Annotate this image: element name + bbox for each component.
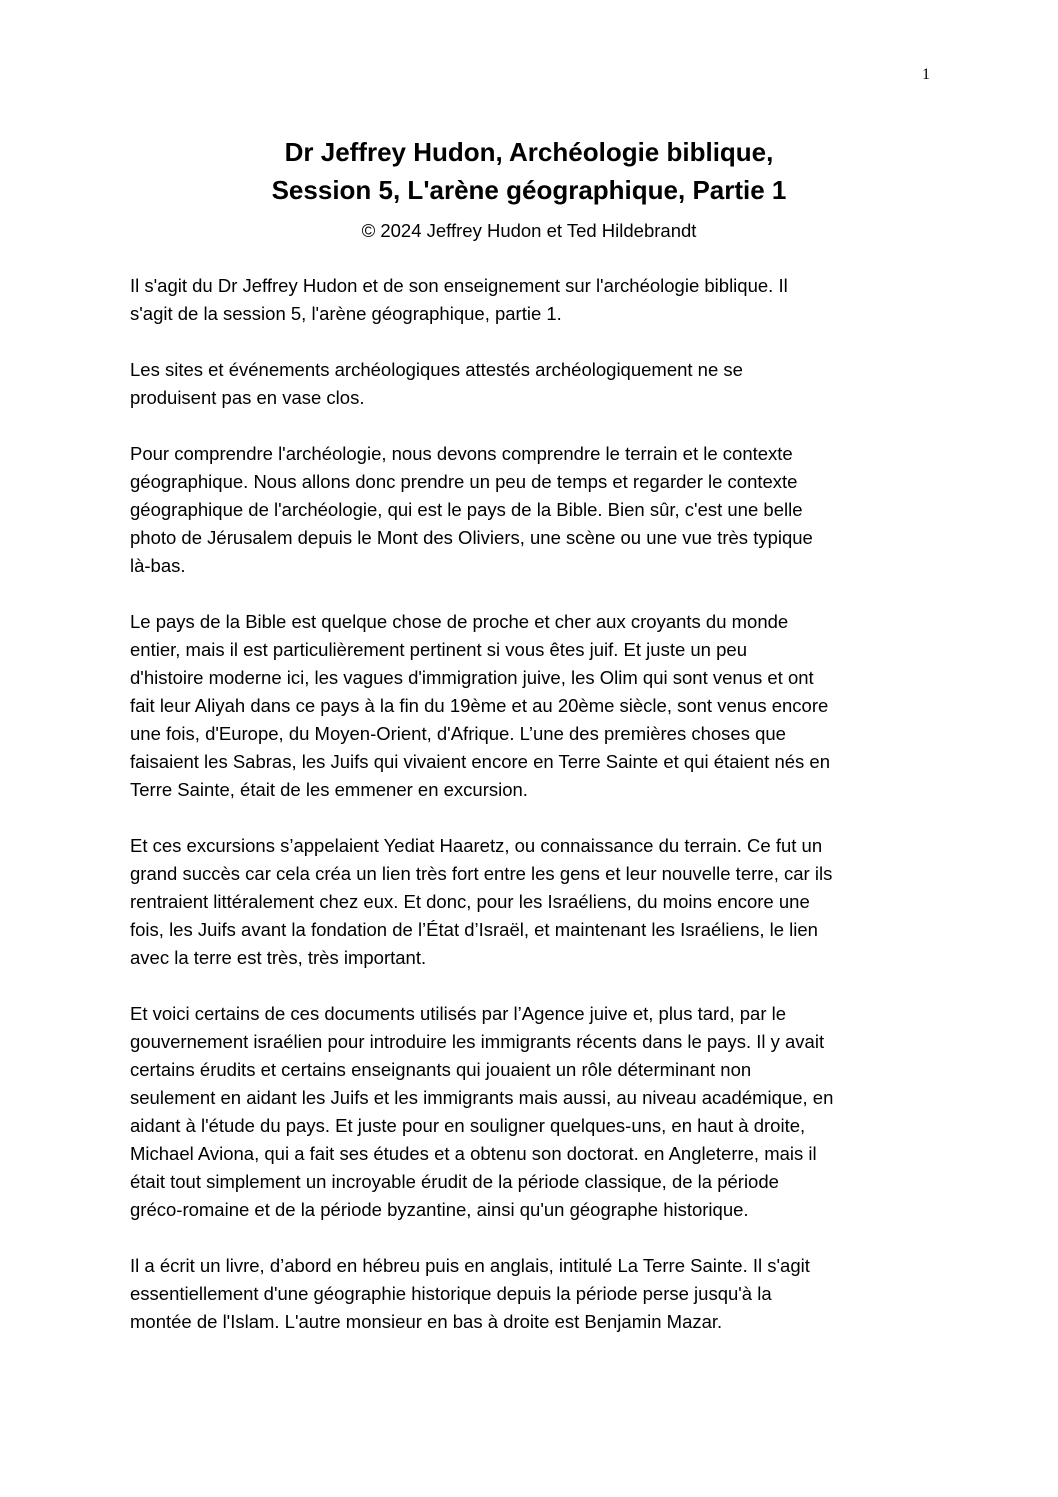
document-title (0, 133, 1058, 209)
title-line-1: Dr Jeffrey Hudon, Archéologie biblique, (284, 137, 774, 167)
paragraph-line: était tout simplement un incroyable érudit de la période classique, de la période (130, 1171, 779, 1192)
paragraph-line: photo de Jérusalem depuis le Mont des Oliviers, une scène ou une vue très typique (130, 527, 813, 548)
paragraph-line: Les sites et événements archéologiques attestés archéologiquement ne se (130, 359, 743, 380)
paragraph-line: certains érudits et certains enseignants qui jouaient un rôle déterminant non (130, 1059, 752, 1080)
paragraph-line: là-bas. (130, 555, 186, 576)
transcript-body (130, 272, 930, 1364)
paragraph-line: géographique de l'archéologie, qui est le pays de la Bible. Bien sûr, c'est une belle (130, 499, 803, 520)
paragraph-line: gouvernement israélien pour introduire les immigrants récents dans le pays. Il y avait (130, 1031, 825, 1052)
paragraph-line: Et ces excursions s’appelaient Yediat Haaretz, ou connaissance du terrain. Ce fut un (130, 835, 823, 856)
paragraph-1 (130, 272, 930, 328)
paragraph-line: fois, les Juifs avant la fondation de l’État d’Israël, et maintenant les Israéliens, le lien (130, 919, 818, 940)
paragraph-6 (130, 1000, 930, 1224)
paragraph-line: Et voici certains de ces documents utilisés par l’Agence juive et, plus tard, par le (130, 1003, 787, 1024)
paragraph-7 (130, 1252, 930, 1336)
paragraph-line: entier, mais il est particulièrement pertinent si vous êtes juif. Et juste un peu (130, 639, 747, 660)
paragraph-line: aidant à l'étude du pays. Et juste pour en souligner quelques-uns, en haut à droite, (130, 1115, 806, 1136)
paragraph-line: Pour comprendre l'archéologie, nous devons comprendre le terrain et le contexte (130, 443, 793, 464)
paragraph-line: Le pays de la Bible est quelque chose de proche et cher aux croyants du monde (130, 611, 789, 632)
paragraph-line: Michael Aviona, qui a fait ses études et a obtenu son doctorat. en Angleterre, mais il (130, 1143, 817, 1164)
paragraph-line: faisaient les Sabras, les Juifs qui vivaient encore en Terre Sainte et qui étaient nés en (130, 751, 830, 772)
paragraph-line: Il s'agit du Dr Jeffrey Hudon et de son enseignement sur l'archéologie biblique. Il (130, 275, 788, 296)
paragraph-line: d'histoire moderne ici, les vagues d'immigration juive, les Olim qui sont venus et ont (130, 667, 814, 688)
paragraph-line: seulement en aidant les Juifs et les immigrants mais aussi, au niveau académique, en (130, 1087, 834, 1108)
paragraph-line: gréco-romaine et de la période byzantine, ainsi qu'un géographe historique. (130, 1199, 749, 1220)
paragraph-line: produisent pas en vase clos. (130, 387, 365, 408)
paragraph-2 (130, 356, 930, 412)
copyright-notice: © 2024 Jeffrey Hudon et Ted Hildebrandt (361, 220, 697, 241)
paragraph-line: Terre Sainte, était de les emmener en excursion. (130, 779, 528, 800)
paragraph-line: une fois, d'Europe, du Moyen-Orient, d'Afrique. L’une des premières choses que (130, 723, 786, 744)
page-number: 1 (922, 66, 930, 83)
paragraph-5 (130, 832, 930, 972)
paragraph-line: s'agit de la session 5, l'arène géographique, partie 1. (130, 303, 562, 324)
paragraph-line: avec la terre est très, très important. (130, 947, 427, 968)
paragraph-line: fait leur Aliyah dans ce pays à la fin du 19ème et au 20ème siècle, sont venus encore (130, 695, 829, 716)
paragraph-line: Il a écrit un livre, d’abord en hébreu puis en anglais, intitulé La Terre Sainte. Il s'agit (130, 1255, 810, 1276)
paragraph-line: géographique. Nous allons donc prendre un peu de temps et regarder le contexte (130, 471, 798, 492)
paragraph-line: grand succès car cela créa un lien très fort entre les gens et leur nouvelle terre, car ils (130, 863, 833, 884)
paragraph-4 (130, 608, 930, 804)
paragraph-3 (130, 440, 930, 580)
paragraph-line: rentraient littéralement chez eux. Et donc, pour les Israéliens, du moins encore une (130, 891, 810, 912)
paragraph-line: essentiellement d'une géographie historique depuis la période perse jusqu'à la (130, 1283, 772, 1304)
title-line-2: Session 5, L'arène géographique, Partie 1 (271, 175, 787, 205)
paragraph-line: montée de l'Islam. L'autre monsieur en bas à droite est Benjamin Mazar. (130, 1311, 723, 1332)
